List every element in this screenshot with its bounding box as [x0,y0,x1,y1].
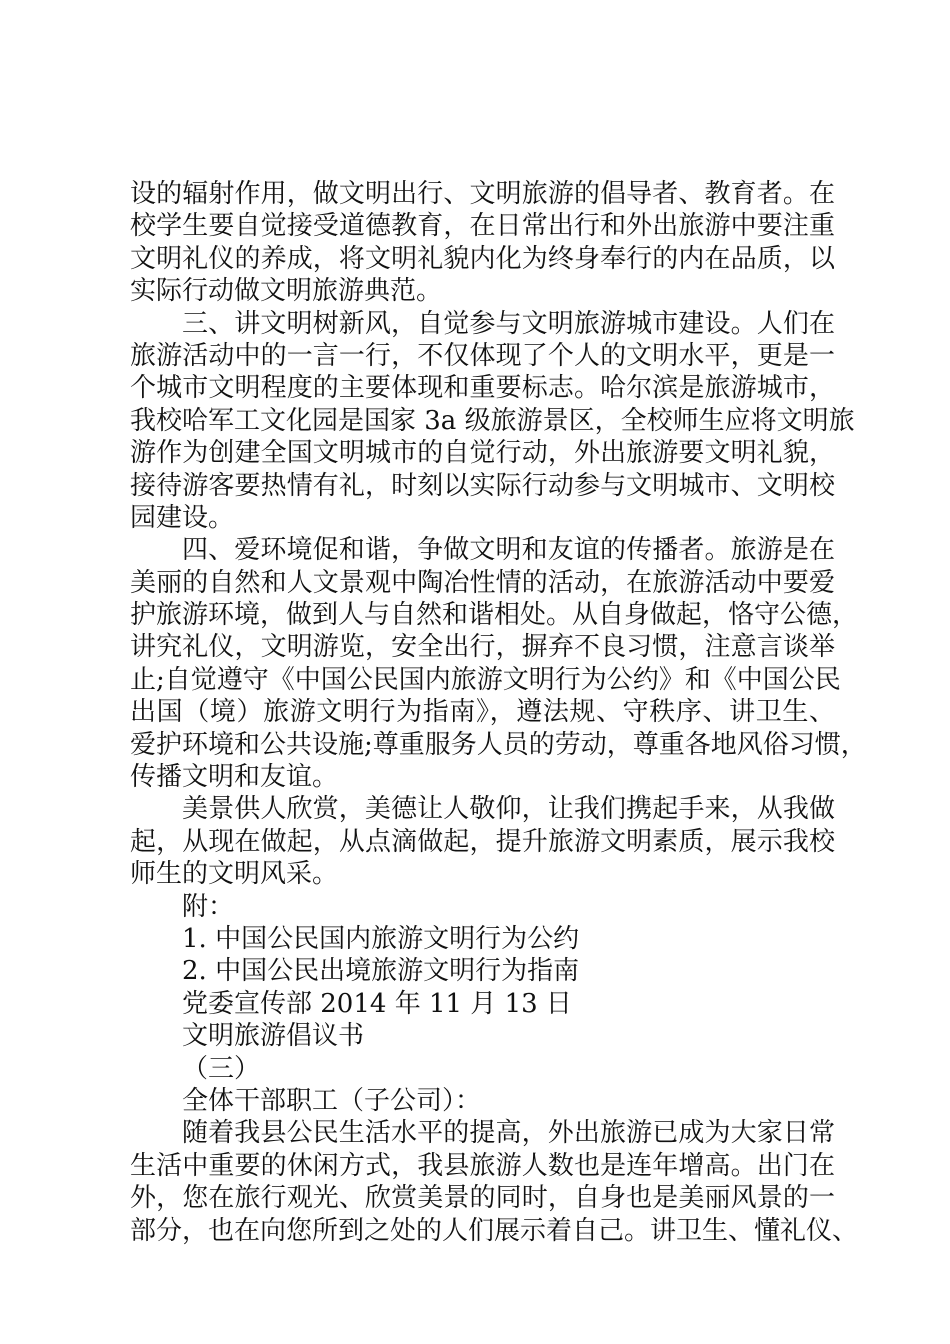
text-line: 护旅游环境，做到人与自然和谐相处。从自身做起，恪守公德， [130,600,859,631]
text-line: 校学生要自觉接受道德教育，在日常出行和外出旅游中要注重 [130,211,835,242]
text-line: 生活中重要的休闲方式，我县旅游人数也是连年增高。出门在 [130,1150,835,1181]
text-line: 园建设。 [130,502,235,533]
text-line: 1. 中国公民国内旅游文明行为公约 [182,923,580,954]
text-line: 文明礼仪的养成，将文明礼貌内化为终身奉行的内在品质，以 [130,243,835,274]
text-line: 随着我县公民生活水平的提高，外出旅游已成为大家日常 [182,1118,835,1149]
text-line: 部分，也在向您所到之处的人们展示着自己。讲卫生、懂礼仪、 [130,1215,859,1246]
text-line: 爱护环境和公共设施;尊重服务人员的劳动，尊重各地风俗习惯， [130,729,867,760]
text-line: 设的辐射作用，做文明出行、文明旅游的倡导者、教育者。在 [130,179,835,209]
text-line: 三、讲文明树新风，自觉参与文明旅游城市建设。人们在 [182,308,835,339]
text-line: 四、爱环境促和谐，争做文明和友谊的传播者。旅游是在 [182,535,835,566]
text-line: 传播文明和友谊。 [130,762,339,793]
text-line: 文明旅游倡议书 [182,1021,365,1052]
text-line: 出国（境）旅游文明行为指南》，遵法规、守秩序、讲卫生、 [130,697,835,728]
text-line: （三） [182,1053,261,1084]
text-line: 师生的文明风采。 [130,859,339,890]
text-line: 起，从现在做起，从点滴做起，提升旅游文明素质，展示我校 [130,826,835,857]
text-line: 止;自觉遵守《中国公民国内旅游文明行为公约》和《中国公民 [130,664,841,695]
text-line: 党委宣传部 2014 年 11 月 13 日 [182,988,572,1019]
text-line: 实际行动做文明旅游典范。 [130,276,443,307]
text-line: 美景供人欣赏，美德让人敬仰，让我们携起手来，从我做 [182,794,835,825]
text-line: 外，您在旅行观光、欣赏美景的同时，自身也是美丽风景的一 [130,1183,835,1214]
text-line: 我校哈军工文化园是国家 3a 级旅游景区，全校师生应将文明旅 [130,405,855,436]
text-line: 附： [182,891,235,922]
text-line: 接待游客要热情有礼，时刻以实际行动参与文明城市、文明校 [130,470,835,501]
text-line: 美丽的自然和人文景观中陶冶性情的活动，在旅游活动中要爱 [130,567,835,598]
text-line: 2. 中国公民出境旅游文明行为指南 [182,956,580,987]
text-line: 讲究礼仪，文明游览，安全出行，摒弃不良习惯，注意言谈举 [130,632,835,663]
text-line: 游作为创建全国文明城市的自觉行动，外出旅游要文明礼貌， [130,438,835,469]
text-line: 旅游活动中的一言一行，不仅体现了个人的文明水平，更是一 [130,340,835,371]
document-body [130,178,867,1247]
text-line: 全体干部职工（子公司）： [182,1085,482,1116]
text-line: 个城市文明程度的主要体现和重要标志。哈尔滨是旅游城市， [130,373,835,404]
